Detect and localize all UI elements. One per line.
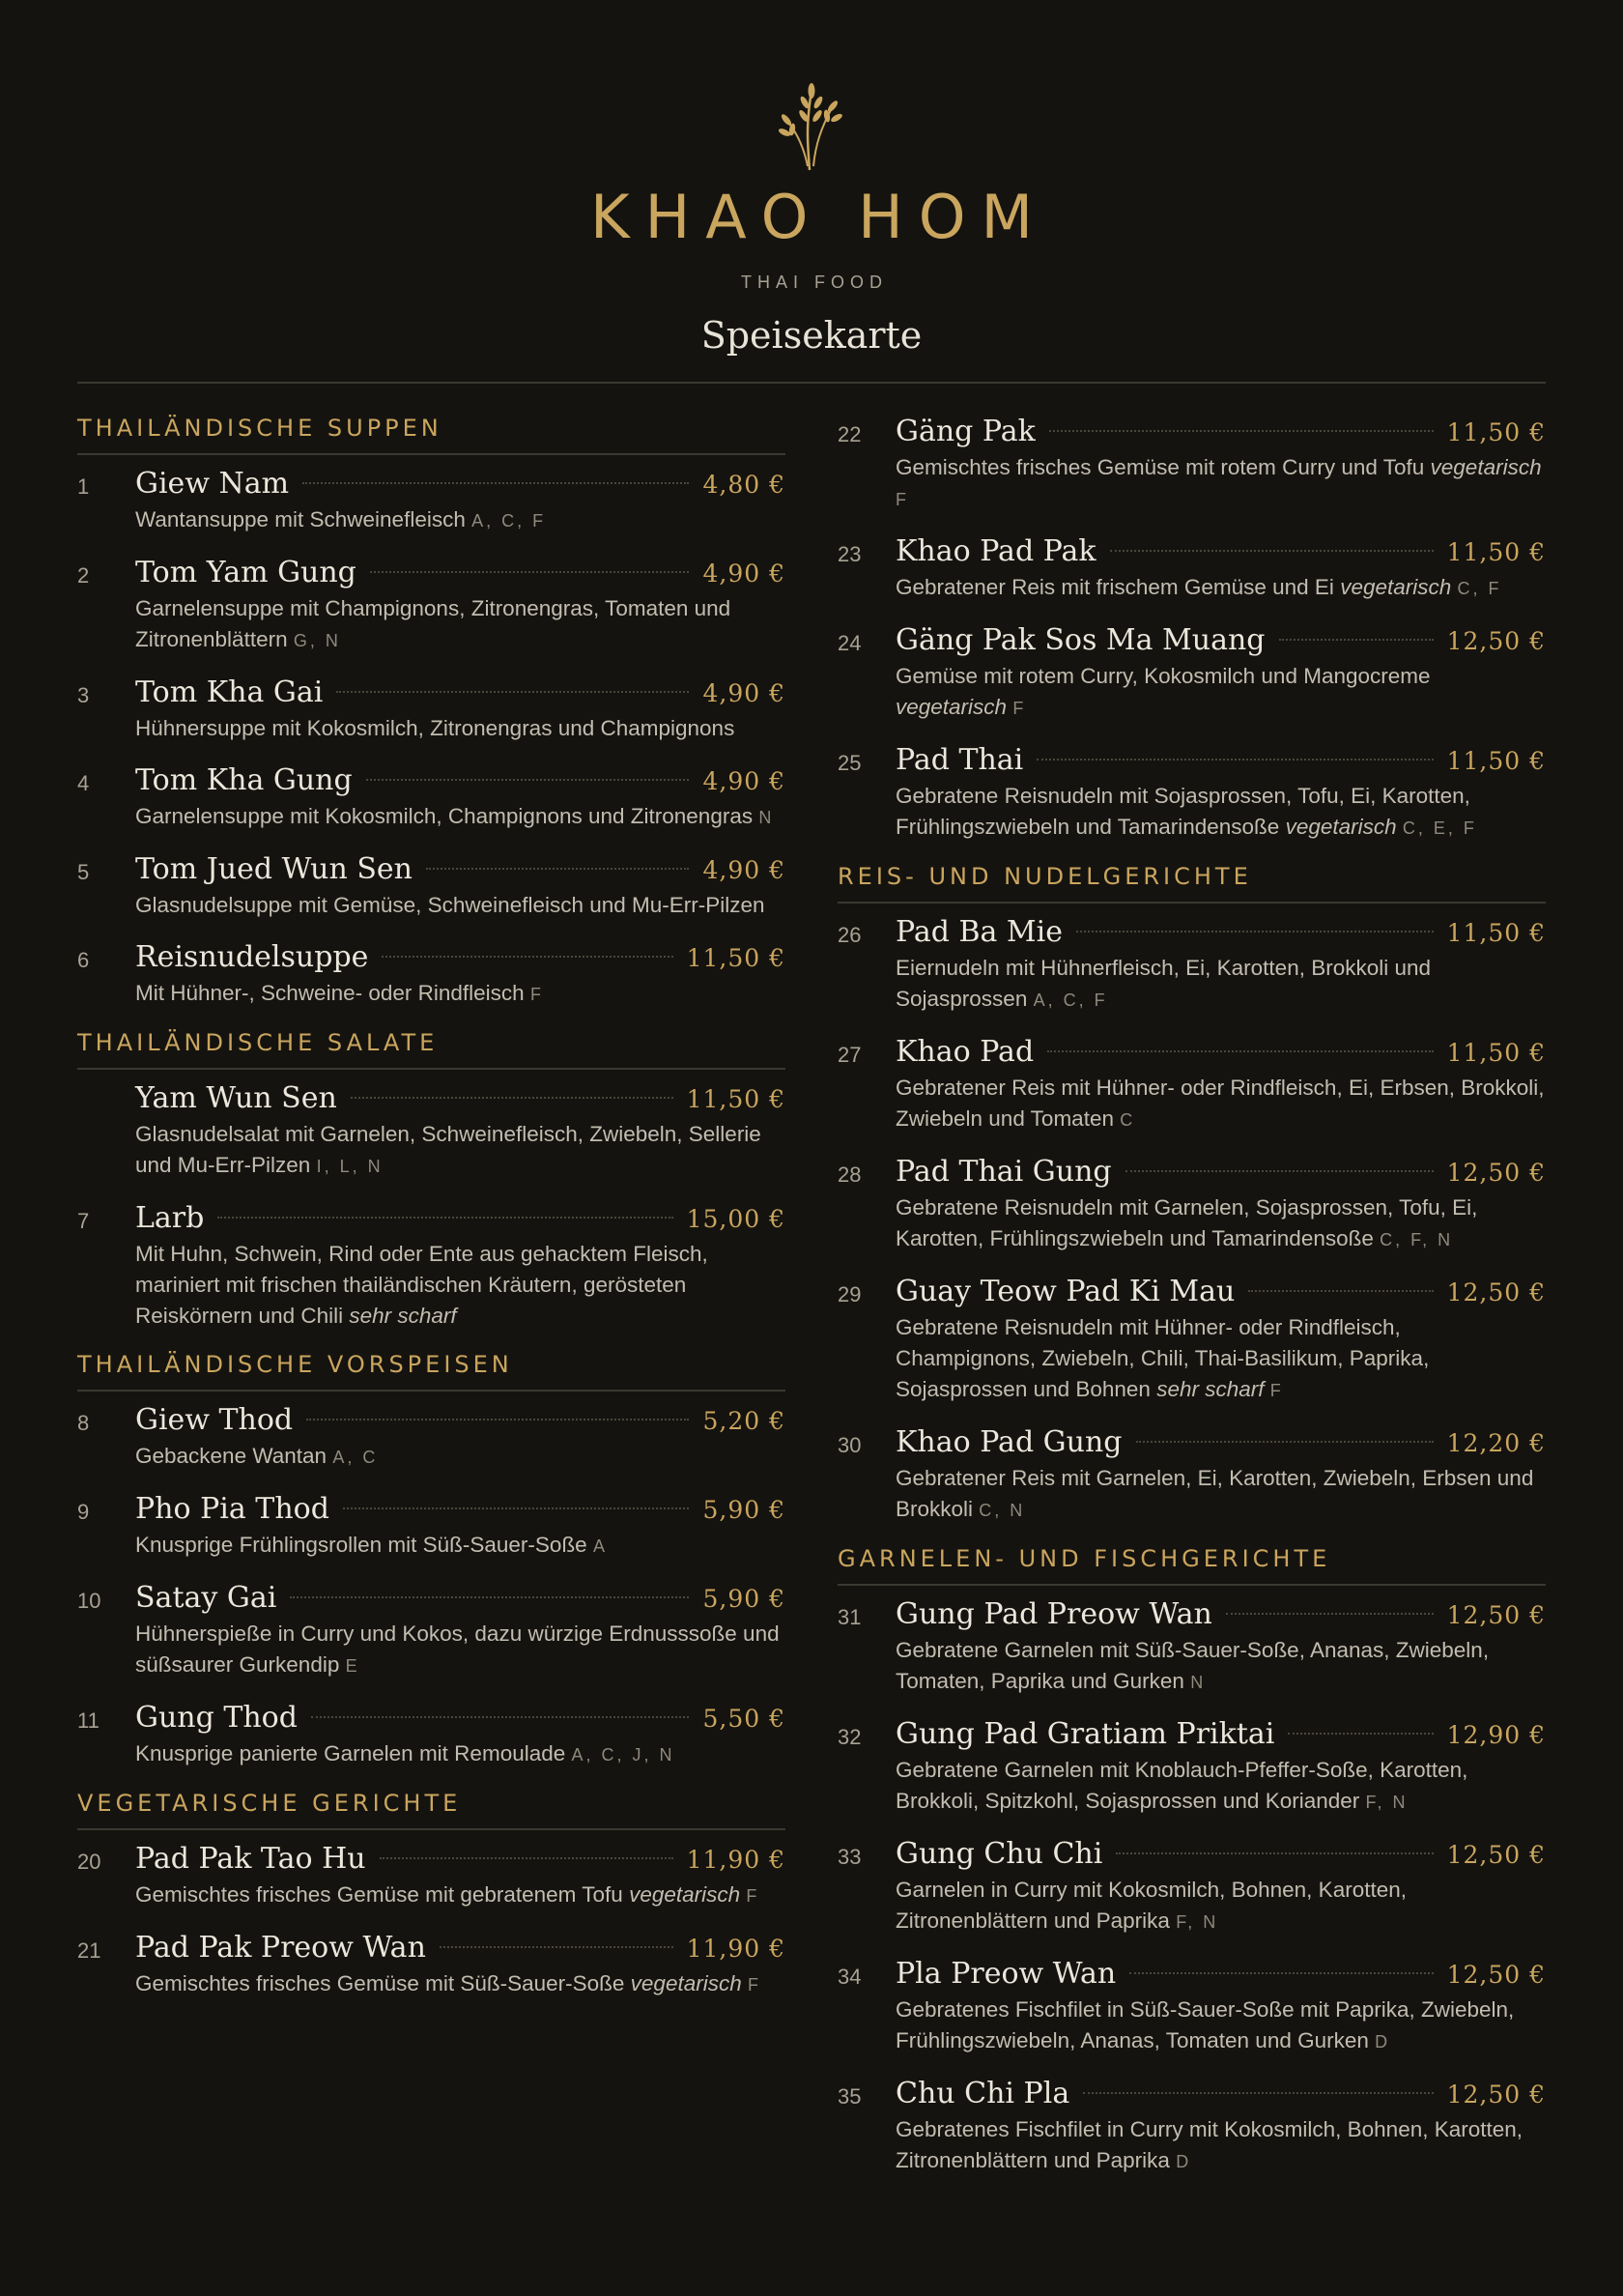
- menu-section: [77, 1351, 785, 1770]
- item-header: [896, 915, 1546, 949]
- item-header: [135, 1701, 785, 1735]
- allergen-codes: C: [1120, 1110, 1136, 1130]
- item-description: [896, 1463, 1546, 1526]
- dotted-leader: [1116, 1852, 1433, 1854]
- rice-ear-logo-icon: [773, 77, 850, 174]
- item-number: 2: [77, 563, 90, 588]
- description-text: Glasnudelsuppe mit Gemüse, Schweinefleisch und Mu-Err-Pilzen: [135, 893, 765, 917]
- dotted-leader: [217, 1217, 672, 1219]
- item-description: [896, 661, 1546, 724]
- menu-item: [77, 556, 785, 656]
- item-description: [135, 1239, 785, 1332]
- item-name: Tom Kha Gung: [135, 763, 353, 797]
- item-name: Pad Pak Tao Hu: [135, 1842, 366, 1876]
- allergen-codes: D: [1176, 2152, 1192, 2171]
- item-name: Giew Thod: [135, 1403, 294, 1437]
- description-text: Garnelensuppe mit Champignons, Zitronengras, Tomaten und Zitronenblättern: [135, 596, 731, 651]
- menu-item: [77, 1201, 785, 1332]
- item-price: 11,50 €: [1446, 538, 1546, 566]
- item-number: 28: [838, 1162, 862, 1187]
- item-name: Chu Chi Pla: [896, 2077, 1070, 2110]
- item-price: 12,50 €: [1446, 1159, 1546, 1187]
- diet-tag: sehr scharf: [349, 1304, 457, 1328]
- section-title: THAILÄNDISCHE SUPPEN: [77, 415, 785, 455]
- item-name: Tom Yam Gung: [135, 556, 356, 589]
- item-description: [135, 1119, 785, 1182]
- menu-item: [838, 2077, 1546, 2177]
- allergen-codes: D: [1375, 2032, 1391, 2052]
- dotted-leader: [382, 956, 672, 958]
- dotted-leader: [440, 1946, 673, 1948]
- item-description: [135, 713, 785, 744]
- item-name: Reisnudelsuppe: [135, 940, 369, 974]
- description-text: Mit Hühner-, Schweine- oder Rindfleisch: [135, 981, 525, 1005]
- menu-item: [838, 743, 1546, 844]
- item-description: [896, 1755, 1546, 1818]
- item-header: [896, 1957, 1546, 1991]
- item-description: [135, 1880, 785, 1911]
- right-column: [838, 415, 1546, 2196]
- item-header: [135, 675, 785, 709]
- menu-section: [77, 1029, 785, 1332]
- item-price: 12,50 €: [1446, 1841, 1546, 1869]
- description-text: Gemüse mit rotem Curry, Kokosmilch und Mangocreme: [896, 664, 1431, 688]
- item-number: 35: [838, 2084, 862, 2109]
- item-name: Pho Pia Thod: [135, 1492, 329, 1526]
- item-header: [135, 556, 785, 589]
- item-number: 1: [77, 474, 90, 499]
- dotted-leader: [1083, 2092, 1433, 2094]
- item-number: 4: [77, 771, 90, 795]
- description-text: Gebratener Reis mit Garnelen, Ei, Karotten, Zwiebeln, Erbsen und Brokkoli: [896, 1466, 1534, 1521]
- item-header: [135, 1403, 785, 1437]
- description-text: Gebratene Reisnudeln mit Sojasprossen, Tofu, Ei, Karotten, Frühlingszwiebeln und Tamarindensoße: [896, 784, 1470, 839]
- item-description: [135, 504, 785, 536]
- allergen-codes: C, F: [1457, 579, 1502, 598]
- menu-item: [77, 1931, 785, 2000]
- item-price: 11,50 €: [1446, 418, 1546, 446]
- item-header: [896, 1035, 1546, 1069]
- menu-item: [838, 1717, 1546, 1818]
- item-header: [896, 1597, 1546, 1631]
- menu-section: [77, 1790, 785, 2000]
- description-text: Gemischtes frisches Gemüse mit gebratenem Tofu: [135, 1882, 623, 1907]
- item-name: Pad Ba Mie: [896, 915, 1063, 949]
- description-text: Mit Huhn, Schwein, Rind oder Ente aus gehacktem Fleisch, mariniert mit frischen thailändischen Kräutern, gerösteten Reiskörnern und Chili: [135, 1242, 708, 1328]
- item-price: 12,90 €: [1446, 1721, 1546, 1749]
- item-number: 10: [77, 1589, 101, 1613]
- item-number: 22: [838, 422, 862, 446]
- item-name: Tom Jued Wun Sen: [135, 852, 413, 886]
- item-header: [896, 415, 1546, 448]
- item-number: 23: [838, 542, 862, 566]
- item-price: 11,50 €: [686, 944, 785, 972]
- item-name: Tom Kha Gai: [135, 675, 324, 709]
- dotted-leader: [311, 1716, 690, 1718]
- item-name: Pad Thai Gung: [896, 1155, 1112, 1189]
- description-text: Hühnerspieße in Curry und Kokos, dazu würzige Erdnusssoße und süßsaurer Gurkendip: [135, 1622, 780, 1677]
- allergen-codes: F: [746, 1886, 760, 1906]
- item-price: 12,50 €: [1446, 2081, 1546, 2109]
- dotted-leader: [426, 868, 689, 870]
- menu-item: [838, 1957, 1546, 2057]
- description-text: Hühnersuppe mit Kokosmilch, Zitronengras und Champignons: [135, 716, 735, 740]
- description-text: Gemischtes frisches Gemüse mit Süß-Sauer-Soße: [135, 1971, 625, 1995]
- item-description: [135, 1530, 785, 1562]
- description-text: Gebratene Garnelen mit Knoblauch-Pfeffer-Soße, Karotten, Brokkoli, Spitzkohl, Sojasprossen und Koriander: [896, 1758, 1468, 1813]
- menu-item: [77, 1492, 785, 1562]
- item-description: [896, 452, 1546, 515]
- menu-item: [838, 1837, 1546, 1937]
- item-description: [896, 1995, 1546, 2057]
- allergen-codes: A, C: [332, 1448, 379, 1467]
- diet-tag: sehr scharf: [1156, 1377, 1265, 1401]
- item-name: Khao Pad Pak: [896, 534, 1096, 568]
- description-text: Wantansuppe mit Schweinefleisch: [135, 507, 466, 531]
- item-price: 4,90 €: [702, 767, 785, 795]
- item-description: [135, 978, 785, 1010]
- item-header: [135, 467, 785, 501]
- item-description: [896, 1192, 1546, 1255]
- item-header: [896, 1717, 1546, 1751]
- section-title: GARNELEN- UND FISCHGERICHTE: [838, 1545, 1546, 1586]
- dotted-leader: [1129, 1972, 1433, 1974]
- dotted-leader: [1226, 1613, 1434, 1615]
- item-number: 27: [838, 1043, 862, 1067]
- allergen-codes: E: [345, 1656, 360, 1676]
- menu-section: [77, 415, 785, 1010]
- item-price: 11,50 €: [1446, 919, 1546, 947]
- menu-item: [77, 940, 785, 1010]
- section-title: THAILÄNDISCHE SALATE: [77, 1029, 785, 1070]
- description-text: Gebratener Reis mit Hühner- oder Rindfleisch, Ei, Erbsen, Brokkoli, Zwiebeln und Tomaten: [896, 1076, 1545, 1131]
- allergen-codes: G, N: [293, 631, 341, 650]
- dotted-leader: [1076, 931, 1434, 933]
- menu-item: [77, 1842, 785, 1911]
- allergen-codes: I, L, N: [316, 1157, 384, 1176]
- item-number: 8: [77, 1411, 90, 1435]
- allergen-codes: A, C, J, N: [571, 1745, 675, 1765]
- dotted-leader: [290, 1596, 689, 1598]
- item-price: 5,90 €: [702, 1496, 785, 1524]
- allergen-codes: F: [1012, 699, 1027, 718]
- menu-item: [77, 852, 785, 921]
- allergen-codes: F: [748, 1975, 761, 1995]
- menu-item: [77, 1701, 785, 1770]
- description-text: Gebratenes Fischfilet in Süß-Sauer-Soße mit Paprika, Zwiebeln, Frühlingszwiebeln, Ananas, Tomaten und Gurken: [896, 1997, 1515, 2052]
- item-description: [896, 953, 1546, 1016]
- description-text: Gemischtes frisches Gemüse mit rotem Curry und Tofu: [896, 455, 1425, 479]
- item-price: 12,50 €: [1446, 1278, 1546, 1306]
- item-header: [896, 623, 1546, 657]
- allergen-codes: F: [1269, 1381, 1284, 1400]
- item-header: [896, 1275, 1546, 1308]
- dotted-leader: [306, 1419, 689, 1421]
- item-number: 33: [838, 1845, 862, 1869]
- item-description: [135, 1738, 785, 1770]
- item-number: 20: [77, 1850, 101, 1874]
- item-name: Pad Pak Preow Wan: [135, 1931, 426, 1965]
- item-description: [896, 1312, 1546, 1406]
- diet-tag: vegetarisch: [1285, 815, 1397, 839]
- item-header: [135, 1492, 785, 1526]
- allergen-codes: C, N: [979, 1501, 1026, 1520]
- item-name: Gung Chu Chi: [896, 1837, 1103, 1871]
- menu-item: [77, 675, 785, 744]
- menu-item: [77, 1081, 785, 1182]
- item-header: [896, 1837, 1546, 1871]
- item-number: 34: [838, 1965, 862, 1989]
- item-name: Gung Thod: [135, 1701, 298, 1735]
- item-price: 12,50 €: [1446, 1961, 1546, 1989]
- item-description: [896, 1635, 1546, 1698]
- item-description: [135, 801, 785, 833]
- menu-item: [838, 1275, 1546, 1406]
- dotted-leader: [1125, 1170, 1434, 1172]
- item-description: [135, 593, 785, 656]
- item-price: 4,90 €: [702, 560, 785, 588]
- description-text: Gebratener Reis mit frischem Gemüse und Ei: [896, 575, 1334, 599]
- item-description: [896, 2114, 1546, 2177]
- dotted-leader: [366, 779, 690, 781]
- item-price: 11,90 €: [686, 1935, 785, 1963]
- item-price: 11,50 €: [1446, 1039, 1546, 1067]
- dotted-leader: [1279, 639, 1434, 641]
- dotted-leader: [1037, 759, 1433, 761]
- item-price: 5,50 €: [702, 1705, 785, 1733]
- item-header: [896, 2077, 1546, 2110]
- item-price: 12,50 €: [1446, 627, 1546, 655]
- item-price: 12,20 €: [1446, 1429, 1546, 1457]
- dotted-leader: [351, 1097, 673, 1099]
- section-title: REIS- UND NUDELGERICHTE: [838, 863, 1546, 904]
- item-header: [135, 852, 785, 886]
- menu-item: [77, 1581, 785, 1681]
- section-title: THAILÄNDISCHE VORSPEISEN: [77, 1351, 785, 1392]
- dotted-leader: [370, 571, 690, 573]
- description-text: Gebratene Garnelen mit Süß-Sauer-Soße, Ananas, Zwiebeln, Tomaten, Paprika und Gurken: [896, 1638, 1490, 1693]
- item-description: [896, 781, 1546, 844]
- item-name: Gung Pad Gratiam Priktai: [896, 1717, 1275, 1751]
- allergen-codes: C, F, N: [1380, 1230, 1454, 1249]
- item-number: 30: [838, 1433, 862, 1457]
- item-description: [896, 572, 1546, 604]
- description-text: Gebratene Reisnudeln mit Hühner- oder Rindfleisch, Champignons, Zwiebeln, Chili, Thai-Basilikum, Paprika, Sojasprossen und Bohnen: [896, 1315, 1430, 1401]
- menu-section: [838, 863, 1546, 1526]
- menu-item: [838, 1425, 1546, 1526]
- description-text: Gebratene Reisnudeln mit Garnelen, Sojasprossen, Tofu, Ei, Karotten, Frühlingszwiebeln und Tamarindensoße: [896, 1195, 1478, 1250]
- item-price: 5,90 €: [702, 1585, 785, 1613]
- allergen-codes: F: [529, 985, 544, 1004]
- dotted-leader: [1288, 1733, 1433, 1735]
- item-name: Satay Gai: [135, 1581, 277, 1615]
- item-header: [135, 763, 785, 797]
- diet-tag: vegetarisch: [896, 695, 1008, 719]
- item-header: [896, 534, 1546, 568]
- item-description: [135, 890, 785, 921]
- menu-item: [77, 763, 785, 833]
- item-number: 9: [77, 1500, 90, 1524]
- item-name: Yam Wun Sen: [135, 1081, 337, 1115]
- allergen-codes: F, N: [1176, 1912, 1219, 1932]
- item-number: 29: [838, 1282, 862, 1306]
- item-price: 15,00 €: [686, 1205, 785, 1233]
- item-name: Guay Teow Pad Ki Mau: [896, 1275, 1236, 1308]
- description-text: Garnelen in Curry mit Kokosmilch, Bohnen, Karotten, Zitronenblättern und Paprika: [896, 1878, 1407, 1933]
- diet-tag: vegetarisch: [1340, 575, 1452, 599]
- item-number: 11: [77, 1708, 100, 1733]
- item-number: 24: [838, 631, 862, 655]
- description-text: Garnelensuppe mit Kokosmilch, Champignons und Zitronengras: [135, 804, 754, 828]
- allergen-codes: A, C, F: [1033, 990, 1108, 1010]
- item-name: Larb: [135, 1201, 205, 1235]
- item-description: [896, 1875, 1546, 1937]
- menu-item: [838, 1035, 1546, 1135]
- dotted-leader: [1248, 1290, 1433, 1292]
- item-number: 5: [77, 860, 90, 884]
- item-name: Gäng Pak Sos Ma Muang: [896, 623, 1266, 657]
- item-header: [135, 1081, 785, 1115]
- item-name: Pad Thai: [896, 743, 1024, 777]
- item-price: 4,90 €: [702, 679, 785, 707]
- item-header: [896, 743, 1546, 777]
- allergen-codes: F, N: [1365, 1793, 1409, 1812]
- dotted-leader: [1049, 430, 1434, 432]
- item-price: 12,50 €: [1446, 1601, 1546, 1629]
- header-divider: [77, 382, 1546, 384]
- allergen-codes: N: [758, 808, 775, 827]
- item-number: 6: [77, 948, 90, 972]
- item-description: [896, 1073, 1546, 1135]
- item-number: 3: [77, 683, 90, 707]
- header: [77, 0, 1546, 357]
- brand-name: KHAO HOM: [589, 182, 1049, 252]
- description-text: Gebratenes Fischfilet in Curry mit Kokosmilch, Bohnen, Karotten, Zitronenblättern und Paprika: [896, 2117, 1523, 2172]
- item-name: Pla Preow Wan: [896, 1957, 1117, 1991]
- menu-item: [838, 415, 1546, 515]
- menu-section: [838, 415, 1546, 844]
- allergen-codes: F: [896, 490, 909, 509]
- item-name: Gung Pad Preow Wan: [896, 1597, 1212, 1631]
- menu-title: Speisekarte: [700, 314, 923, 357]
- description-text: Knusprige panierte Garnelen mit Remoulade: [135, 1741, 566, 1765]
- item-header: [135, 1842, 785, 1876]
- item-price: 5,20 €: [702, 1407, 785, 1435]
- description-text: Eiernudeln mit Hühnerfleisch, Ei, Karotten, Brokkoli und Sojasprossen: [896, 956, 1432, 1011]
- item-description: [135, 1968, 785, 2000]
- menu-item: [838, 1597, 1546, 1698]
- menu-section: [838, 1545, 1546, 2177]
- dotted-leader: [336, 691, 689, 693]
- item-number: 25: [838, 751, 862, 775]
- item-name: Khao Pad: [896, 1035, 1035, 1069]
- item-number: 31: [838, 1605, 862, 1629]
- diet-tag: vegetarisch: [1430, 455, 1542, 479]
- item-number: 32: [838, 1725, 862, 1749]
- dotted-leader: [1110, 550, 1434, 552]
- item-header: [135, 1581, 785, 1615]
- dotted-leader: [1136, 1441, 1434, 1443]
- description-text: Glasnudelsalat mit Garnelen, Schweinefleisch, Zwiebeln, Sellerie und Mu-Err-Pilzen: [135, 1122, 761, 1177]
- item-header: [135, 1931, 785, 1965]
- item-price: 4,80 €: [702, 471, 785, 499]
- item-header: [135, 940, 785, 974]
- description-text: Knusprige Frühlingsrollen mit Süß-Sauer-Soße: [135, 1533, 587, 1557]
- item-name: Khao Pad Gung: [896, 1425, 1123, 1459]
- item-name: Gäng Pak: [896, 415, 1036, 448]
- item-price: 11,50 €: [686, 1085, 785, 1113]
- menu-columns: [77, 415, 1546, 2196]
- dotted-leader: [343, 1507, 690, 1509]
- item-header: [896, 1155, 1546, 1189]
- allergen-codes: A, C, F: [471, 511, 547, 531]
- item-price: 4,90 €: [702, 856, 785, 884]
- item-number: 26: [838, 923, 862, 947]
- dotted-leader: [1047, 1050, 1433, 1052]
- menu-item: [838, 623, 1546, 724]
- allergen-codes: C, E, F: [1402, 818, 1477, 838]
- allergen-codes: N: [1190, 1673, 1207, 1692]
- menu-item: [838, 915, 1546, 1016]
- item-number: 7: [77, 1209, 90, 1233]
- left-column: [77, 415, 785, 2196]
- item-price: 11,50 €: [1446, 747, 1546, 775]
- dotted-leader: [380, 1857, 673, 1859]
- item-price: 11,90 €: [686, 1846, 785, 1874]
- menu-item: [838, 1155, 1546, 1255]
- item-header: [135, 1201, 785, 1235]
- allergen-codes: A: [592, 1536, 608, 1556]
- menu-item: [77, 1403, 785, 1473]
- dotted-leader: [302, 482, 689, 484]
- item-description: [135, 1441, 785, 1473]
- item-description: [135, 1619, 785, 1681]
- menu-item: [838, 534, 1546, 604]
- item-name: Giew Nam: [135, 467, 290, 501]
- item-number: 21: [77, 1938, 101, 1963]
- description-text: Gebackene Wantan: [135, 1444, 327, 1468]
- diet-tag: vegetarisch: [629, 1882, 741, 1907]
- tagline: THAI FOOD: [741, 273, 888, 292]
- section-title: VEGETARISCHE GERICHTE: [77, 1790, 785, 1830]
- menu-item: [77, 467, 785, 536]
- diet-tag: vegetarisch: [630, 1971, 742, 1995]
- item-header: [896, 1425, 1546, 1459]
